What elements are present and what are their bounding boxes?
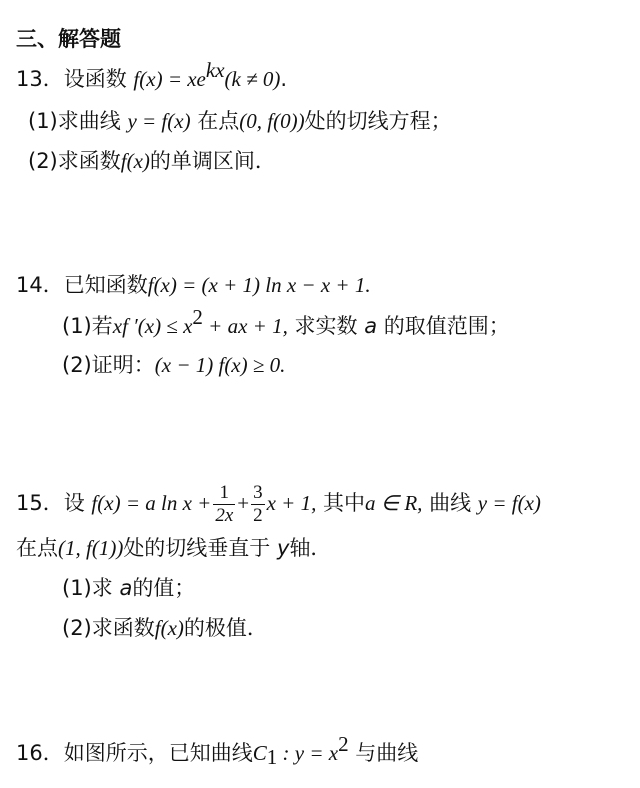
q16-end: 与曲线 (355, 741, 419, 765)
q14-p1-end: 的取值范围； (383, 314, 510, 338)
q15-intro: 设 (63, 491, 85, 515)
section-heading-text: 三、解答题 (16, 27, 121, 51)
q13-p2-func: f(x) (120, 149, 150, 173)
q15-p1-label: (1)求 (62, 576, 113, 600)
q14-function: f(x) = (x + 1) ln x − x + 1. (147, 273, 371, 297)
q14-p1-var: a (364, 314, 378, 338)
q15-mid1: 其中 (323, 491, 366, 515)
question-13 (16, 58, 288, 94)
q15-point: (1, f(1)) (58, 536, 124, 560)
q15-axis-var: y (277, 536, 290, 560)
q14-part-2 (62, 350, 285, 380)
q15-p1-end: 的值； (132, 576, 196, 600)
q14-p2-expr: (x − 1) f(x) ≥ 0. (154, 353, 286, 377)
q14-intro: 已知函数 (63, 273, 148, 297)
q13-p1-label: (1)求曲线 (28, 109, 121, 133)
q16-curve-sub: 1 (266, 745, 278, 769)
q15-number: 15． (16, 491, 64, 515)
q15-part-1 (62, 573, 195, 603)
q13-part-1 (28, 106, 452, 136)
q14-p1-label: (1)若 (62, 314, 113, 338)
q15-p2-func: f(x) (154, 616, 184, 640)
q15-mid2: 曲线 (429, 491, 472, 515)
q13-exponent: kx (205, 58, 225, 82)
q15-curve: y = f(x) (477, 491, 541, 515)
question-16 (16, 732, 419, 769)
q13-number: 13． (16, 67, 64, 91)
q13-p1-point: (0, f(0)) (239, 109, 305, 133)
q15-frac1-den: 2x (215, 504, 234, 526)
q13-condition: (k ≠ 0) (224, 67, 281, 91)
q14-p1-mid: 求实数 (294, 314, 358, 338)
q14-number: 14． (16, 273, 64, 297)
q14-part-1 (62, 305, 510, 341)
q13-end: . (280, 67, 288, 91)
q14-p1-ineq-a: xf ′(x) ≤ x (112, 314, 193, 338)
question-15 (16, 478, 541, 528)
q15-cond: a ∈ R, (365, 491, 423, 515)
q15-func-b: x + 1, (266, 491, 317, 515)
q13-p2-label: (2)求函数 (28, 149, 121, 173)
q15-fraction-1 (213, 482, 235, 527)
q15-fraction-2 (251, 482, 265, 527)
q15-func-a: f(x) = a ln x + (91, 491, 212, 515)
q15-l2-c: 轴． (289, 536, 332, 560)
q16-curve-name: C (252, 741, 267, 765)
q15-frac1-num: 1 (213, 482, 235, 505)
q15-frac2-den: 2 (253, 504, 263, 526)
q15-plus: + (237, 491, 250, 515)
q13-intro: 设函数 (63, 67, 127, 91)
q15-frac2-num: 3 (253, 481, 263, 503)
q15-p1-var: a (119, 576, 133, 600)
q13-p1-end: 处的切线方程； (304, 109, 452, 133)
section-heading (16, 24, 121, 54)
q16-number: 16． (16, 741, 64, 765)
q13-p2-end: 的单调区间． (149, 149, 276, 173)
q13-part-2 (28, 146, 276, 176)
q13-p1-mid: 在点 (197, 109, 240, 133)
q15-l2-b: 处的切线垂直于 (123, 536, 271, 560)
q16-exp: 2 (338, 732, 349, 756)
q16-curve-eq: : y = x (277, 741, 339, 765)
q16-intro: 如图所示，已知曲线 (63, 741, 253, 765)
q14-p1-exp: 2 (192, 305, 203, 329)
q15-l2-a: 在点 (16, 536, 58, 560)
q14-p1-ineq-b: + ax + 1, (202, 314, 288, 338)
question-14 (16, 270, 371, 300)
q15-part-2 (62, 613, 268, 643)
q13-p1-curve: y = f(x) (127, 109, 191, 133)
q13-function: f(x) = xe (133, 67, 206, 91)
q15-line-2 (16, 533, 331, 563)
q15-p2-end: 的极值． (183, 616, 268, 640)
q15-p2-label: (2)求函数 (62, 616, 155, 640)
q14-p2-label: (2)证明： (62, 353, 155, 377)
